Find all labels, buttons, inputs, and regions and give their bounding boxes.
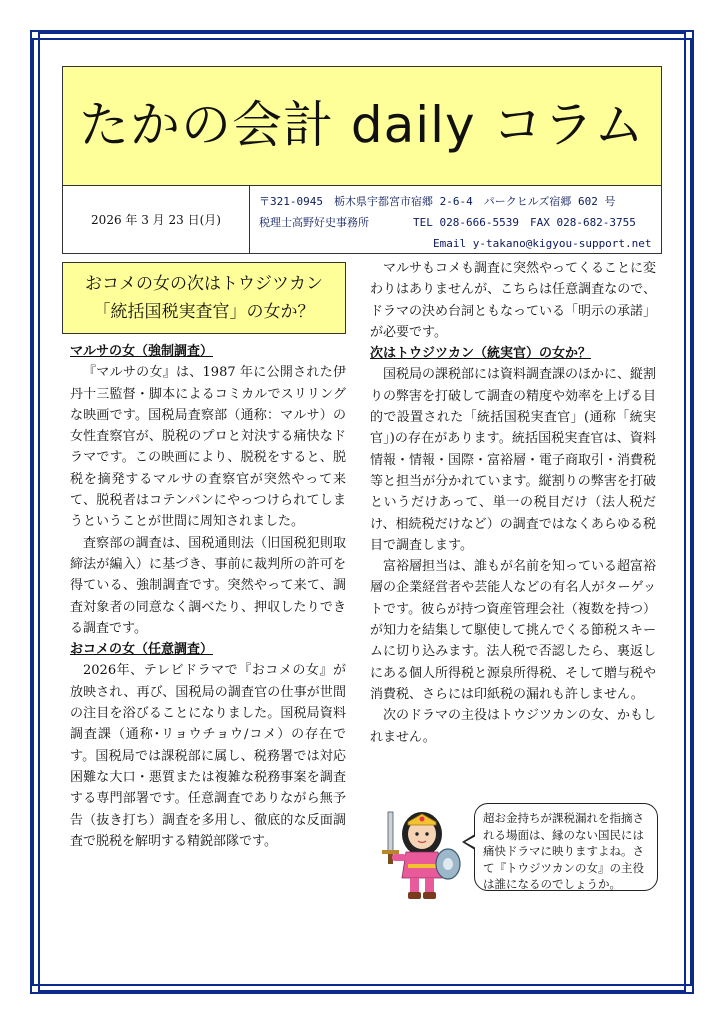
headline-line-1: おコメの女の次はトウジツカン	[85, 274, 323, 294]
section-heading: おコメの女（任意調査）	[70, 642, 214, 658]
paragraph: マルサもコメも調査に突然やってくることに変わりはありませんが、こちらは任意調査なので、ドラマの決め台詞ともなっている「明示の承諾」が必要です。	[370, 261, 657, 340]
masthead	[62, 66, 662, 254]
right-column	[370, 258, 656, 748]
office-address: 〒321-0945 栃木県宇都宮市宿郷 2-6-4 パークヒルズ宿郷 602 号	[259, 195, 616, 208]
section-heading: マルサの女（強制調査）	[70, 344, 214, 359]
paragraph: 2026年、テレビドラマで『おコメの女』が放映され、再び、国税局の調査官の仕事が世間の注目を浴びることになりました。国税局資料調査課（通称･リョウチョウ/コメ）の存在です。国税局では課税部に属し、税務署では対応困難な大口・悪質または複雑な税務事案を調査する専門部署です。任意調査でありながら無予告（抜き打ち）調査を多用し、徹底的な反面調査で脱税を解明する精鋭部隊です。	[70, 663, 346, 849]
headline-box	[62, 262, 346, 334]
office-contact: 税理士高野好史事務所 TEL 028-666-5539 FAX 028-682-3755	[259, 216, 636, 229]
corner-ornament	[30, 984, 40, 994]
corner-ornament	[684, 30, 694, 40]
woman-warrior-icon	[378, 806, 466, 902]
paragraph: 国税局の課税部には資料調査課のほかに、縦割りの弊害を打破して調査の精度や効率を上げる目的で設置された「統括国税実査官」(通称「統実官」)の存在があります。統括国税実査官は、資料情報・情報・国際・富裕層・電子商取引・消費税等と担当が分かれています。縦割りの弊害を打破というだけあって、単一の税目だけ（法人税だけ、相続税だけなど）の調査ではなくあらゆる税目で調査します。	[370, 367, 657, 553]
office-email: Email y-takano@kigyou-support.net	[433, 237, 652, 250]
issue-date: 2026 年 3 月 23 日(月)	[63, 185, 250, 253]
paragraph: 査察部の調査は、国税通則法（旧国税犯則取締法が編入）に基づき、事前に裁判所の許可を得ている、強制調査です。突然やって来て、調査対象者の同意なく調べたり、押収したりできる調査です。	[70, 535, 346, 636]
corner-ornament	[684, 984, 694, 994]
paragraph: 次のドラマの主役はトウジツカンの女、かもしれません。	[370, 708, 657, 745]
corner-ornament	[30, 30, 40, 40]
speech-bubble: 超お金持ちが課税漏れを指摘される場面は、縁のない国民には痛快ドラマに映りますよね。さて『トウジツカンの女』の主役は誰になるのでしょうか。	[474, 803, 658, 891]
headline-line-2: 「統括国税実査官」の女か？	[93, 302, 315, 322]
left-column	[70, 341, 346, 852]
speech-bubble-tail-fill	[465, 836, 476, 848]
page-title: たかの会計 daily コラム	[78, 96, 646, 154]
paragraph: 富裕層担当は、誰もが名前を知っている超富裕層の企業経営者や芸能人などの有名人がターゲットです。彼らが持つ資産管理会社（複数を持つ）が知力を結集して駆使して挑んでくる節税スキームに切り込みます。法人税で否認したら、裏返しにある個人所得税と源泉所得税、そして贈与税や消費税、さらには印紙税の漏れも許しません。	[370, 559, 657, 702]
section-heading: 次はトウジツカン（統実官）の女か？	[370, 346, 592, 362]
title-banner	[63, 67, 661, 186]
office-info	[259, 191, 652, 254]
paragraph: 『マルサの女』は、1987 年に公開された伊丹十三監督・脚本によるコミカルでスリリングな映画です。国税局査察部（通称：マルサ）の女性査察官が、脱税のプロと対決する痛快なドラマです。この映画により、脱税をすると、脱税を摘発するマルサの査察官が突然やって来て、脱税者はコテンパンにやっつけられてしまうということが世間に周知されました。	[70, 365, 346, 530]
